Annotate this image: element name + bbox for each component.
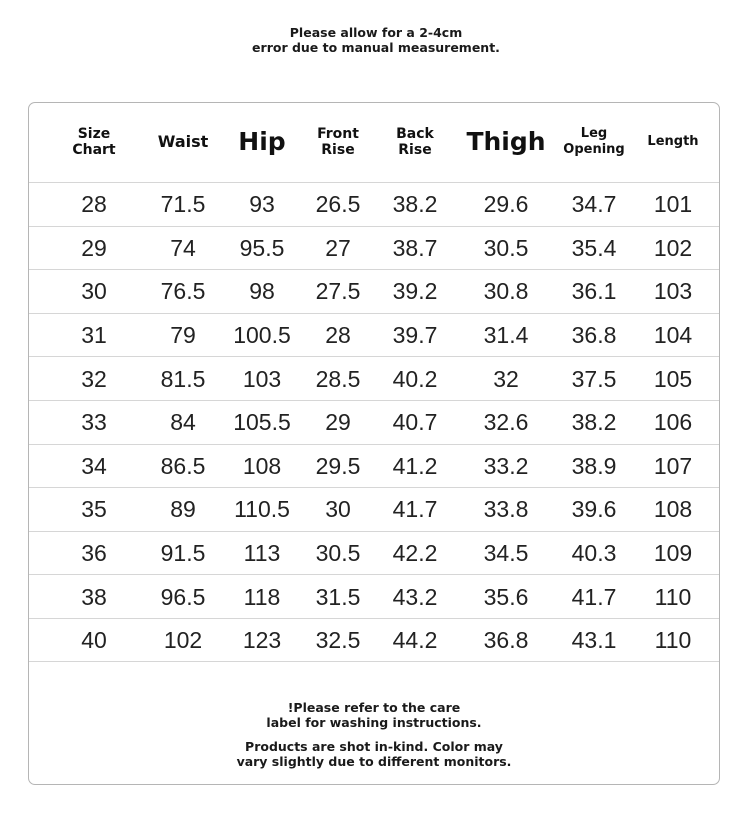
table-row xyxy=(29,444,719,488)
table-cell: 27.5 xyxy=(315,278,361,305)
table-row xyxy=(29,531,719,575)
table-cell: 32.6 xyxy=(483,409,529,436)
table-cell: 39.6 xyxy=(571,496,617,523)
table-cell: 28 xyxy=(81,191,107,218)
table-row xyxy=(29,182,719,226)
column-header-line1: Back xyxy=(396,126,434,142)
table-cell: 33 xyxy=(81,409,107,436)
table-row xyxy=(29,618,719,662)
table-cell: 39.7 xyxy=(392,322,438,349)
table-cell: 38.9 xyxy=(571,452,617,479)
table-cell: 91.5 xyxy=(160,540,206,567)
table-cell: 100.5 xyxy=(233,322,291,349)
table-row xyxy=(29,356,719,400)
column-header-line2: Opening xyxy=(563,142,625,157)
table-cell: 102 xyxy=(653,234,693,261)
column-header-line1: Thigh xyxy=(466,127,546,156)
table-cell: 109 xyxy=(653,540,693,567)
table-cell: 37.5 xyxy=(571,365,617,392)
table-cell: 108 xyxy=(242,452,282,479)
table-cell: 81.5 xyxy=(160,365,206,392)
table-row xyxy=(29,487,719,531)
table-cell: 36.8 xyxy=(483,627,529,654)
table-cell: 38.2 xyxy=(392,191,438,218)
table-cell: 26.5 xyxy=(315,191,361,218)
table-cell: 79 xyxy=(170,322,196,349)
column-header-line1: Size xyxy=(77,126,111,142)
table-cell: 35 xyxy=(81,496,107,523)
table-row xyxy=(29,574,719,618)
care-note-line2: label for washing instructions. xyxy=(266,715,482,730)
column-header xyxy=(143,103,223,181)
table-cell: 32 xyxy=(81,365,107,392)
table-cell: 30 xyxy=(81,278,107,305)
table-cell: 118 xyxy=(243,583,281,610)
care-note xyxy=(29,700,719,769)
table-cell: 42.2 xyxy=(392,540,438,567)
table-cell: 29.5 xyxy=(315,452,361,479)
table-cell: 106 xyxy=(653,409,693,436)
table-cell: 30.5 xyxy=(315,540,361,567)
table-cell: 28 xyxy=(325,322,351,349)
column-header-line2: Rise xyxy=(321,142,355,158)
table-cell: 89 xyxy=(170,496,196,523)
table-row xyxy=(29,226,719,270)
table-cell: 30 xyxy=(325,496,351,523)
table-row xyxy=(29,269,719,313)
column-header xyxy=(466,103,546,181)
color-note-line2: vary slightly due to different monitors. xyxy=(236,754,512,769)
table-cell: 107 xyxy=(653,452,693,479)
table-cell: 86.5 xyxy=(160,452,206,479)
table-cell: 44.2 xyxy=(392,627,438,654)
table-cell: 103 xyxy=(653,278,693,305)
column-header xyxy=(633,103,713,181)
measurement-note xyxy=(0,25,752,55)
table-cell: 105 xyxy=(653,365,693,392)
table-cell: 40.7 xyxy=(392,409,438,436)
column-header-line1: Leg xyxy=(580,126,608,141)
table-cell: 101 xyxy=(653,191,693,218)
table-cell: 35.6 xyxy=(483,583,529,610)
table-cell: 41.2 xyxy=(392,452,438,479)
table-cell: 31.5 xyxy=(315,583,361,610)
size-chart-header xyxy=(29,103,719,181)
table-cell: 123 xyxy=(242,627,282,654)
table-cell: 74 xyxy=(170,234,196,261)
table-row xyxy=(29,400,719,444)
column-header xyxy=(554,103,634,181)
table-cell: 108 xyxy=(653,496,693,523)
table-cell: 38.2 xyxy=(571,409,617,436)
table-cell: 34.7 xyxy=(571,191,617,218)
table-row xyxy=(29,313,719,357)
table-cell: 28.5 xyxy=(315,365,361,392)
table-cell: 41.7 xyxy=(392,496,438,523)
table-cell: 38.7 xyxy=(392,234,438,261)
table-cell: 104 xyxy=(653,322,693,349)
table-cell: 31 xyxy=(81,322,107,349)
table-cell: 110 xyxy=(654,583,692,610)
care-note-line1: !Please refer to the care xyxy=(287,700,461,715)
table-cell: 110 xyxy=(654,627,692,654)
table-cell: 32.5 xyxy=(315,627,361,654)
table-cell: 33.2 xyxy=(483,452,529,479)
table-cell: 95.5 xyxy=(239,234,285,261)
column-header xyxy=(54,103,134,181)
table-cell: 34 xyxy=(81,452,107,479)
table-cell: 40.3 xyxy=(571,540,617,567)
table-cell: 105.5 xyxy=(233,409,291,436)
table-cell: 30.5 xyxy=(483,234,529,261)
table-cell: 40 xyxy=(81,627,107,654)
column-header xyxy=(222,103,302,181)
column-header-line1: Hip xyxy=(238,127,286,156)
table-cell: 29.6 xyxy=(483,191,529,218)
column-header-line1: Waist xyxy=(157,132,209,151)
table-cell: 113 xyxy=(243,540,281,567)
column-header-line2: Chart xyxy=(72,142,116,158)
column-header xyxy=(375,103,455,181)
table-cell: 38 xyxy=(81,583,107,610)
table-cell: 29 xyxy=(325,409,351,436)
table-cell: 43.2 xyxy=(392,583,438,610)
table-cell: 39.2 xyxy=(392,278,438,305)
column-header-line1: Length xyxy=(647,134,699,149)
table-cell: 36 xyxy=(81,540,107,567)
column-header-line2: Rise xyxy=(398,142,432,158)
table-cell: 98 xyxy=(249,278,275,305)
measurement-note-line1: Please allow for a 2-4cm xyxy=(289,25,463,40)
table-cell: 76.5 xyxy=(160,278,206,305)
column-header xyxy=(298,103,378,181)
table-cell: 41.7 xyxy=(571,583,617,610)
table-cell: 103 xyxy=(242,365,282,392)
table-cell: 32 xyxy=(493,365,519,392)
column-header-line1: Front xyxy=(317,126,359,142)
table-cell: 31.4 xyxy=(483,322,529,349)
table-cell: 102 xyxy=(163,627,203,654)
table-cell: 34.5 xyxy=(483,540,529,567)
table-cell: 33.8 xyxy=(483,496,529,523)
table-cell: 29 xyxy=(81,234,107,261)
table-cell: 110.5 xyxy=(234,496,290,523)
table-cell: 96.5 xyxy=(160,583,206,610)
table-cell: 36.8 xyxy=(571,322,617,349)
table-cell: 71.5 xyxy=(160,191,206,218)
measurement-note-line2: error due to manual measurement. xyxy=(252,40,500,55)
table-cell: 35.4 xyxy=(571,234,617,261)
table-cell: 40.2 xyxy=(392,365,438,392)
table-cell: 36.1 xyxy=(571,278,617,305)
table-cell: 43.1 xyxy=(571,627,617,654)
table-cell: 27 xyxy=(325,234,351,261)
table-cell: 30.8 xyxy=(483,278,529,305)
size-chart-card xyxy=(28,102,720,785)
table-cell: 93 xyxy=(249,191,275,218)
table-cell: 84 xyxy=(170,409,196,436)
color-note-line1: Products are shot in-kind. Color may xyxy=(245,739,503,754)
